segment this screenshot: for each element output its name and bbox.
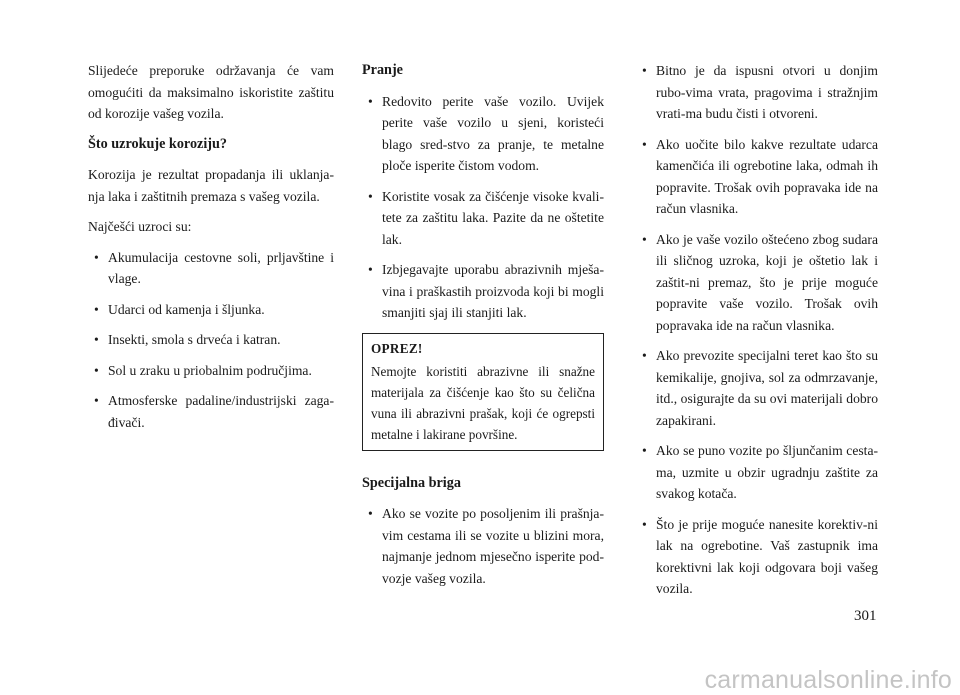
warning-text: Nemojte koristiti abrazivne ili snažne materijala za čišćenje kao što su čelična vuna ili abrazivni prašak, koji će ogrepsti metalne i lakirane površine. [371,363,595,442]
list-item: • Bitno je da ispusni otvori u donjim rubo-vima vrata, pragovima i stražnjim vrati-ma budu čisti i otvoreni. [636,60,878,125]
heading-special-care: Specijalna briga [362,474,461,491]
intro-paragraph: Slijedeće preporuke održavanja će vam omogućiti da maksimalno iskoristite zaštitu od korozije vašeg vozila. [88,63,334,121]
causes-list [88,247,334,434]
list-item: • Što je prije moguće nanesite korektiv-ni lak na ogrebotine. Vaš zastupnik ima korektivni lak koji odgovara boji vašeg vozila. [636,514,878,600]
causes-label: Najčešći uzroci su: [88,219,192,234]
column-right [636,60,878,609]
list-item: • Ako uočite bilo kakve rezultate udarca kamenčića ili ogrebotine laka, odmah ih popravite. Trošak ovih popravaka ide na račun vlasnika. [636,134,878,220]
list-item: • Izbjegavajte uporabu abrazivnih mješa-vina i praškastih proizvoda koji bi mogli smanjiti sjaj ili stanjiti lak. [362,259,604,324]
heading-washing: Pranje [362,62,403,78]
washing-list [362,91,604,324]
care-list [636,60,878,600]
list-item: • Ako se puno vozite po šljunčanim cesta-ma, uzmite u obzir ugradnju zaštite za svakog kotača. [636,440,878,505]
list-item: • Akumulacija cestovne soli, prljavštine i vlage. [88,247,334,290]
list-item: • Redovito perite vaše vozilo. Uvijek perite vaše vozilo u sjeni, koristeći blago sred-stvo za pranje, te metalne ploče isperite čistom vodom. [362,91,604,177]
corrosion-paragraph: Korozija je rezultat propadanja ili uklanja-nja laka i zaštitnih premaza s vašeg vozila. [88,167,334,204]
list-item: • Ako se vozite po posoljenim ili prašnja-vim cestama ili se vozite u blizini mora, najmanje jednom mjesečno isperite pod-vozje vašeg vozila. [362,503,604,589]
heading-corrosion-causes: Što uzrokuje koroziju? [88,135,227,152]
list-item: • Sol u zraku u priobalnim područjima. [88,360,334,382]
list-item: • Atmosferske padaline/industrijski zaga-đivači. [88,390,334,433]
warning-box [362,333,604,451]
list-item: • Udarci od kamenja i šljunka. [88,299,334,321]
special-care-list [362,503,604,589]
list-item: • Koristite vosak za čišćenje visoke kvali-tete za zaštitu laka. Pazite da ne oštetite lak. [362,186,604,251]
page-number: 301 [854,608,877,624]
warning-title: OPREZ! [371,340,423,356]
watermark-text: carmanualsonline.info [704,666,952,694]
list-item: • Insekti, smola s drveća i katran. [88,329,334,351]
list-item: • Ako je vaše vozilo oštećeno zbog sudara ili sličnog uzroka, koji je oštetio lak i zaštit-ni premaz, što je prije moguće popravite vaše vozilo. Trošak ovih popravaka ide na račun vlasnika. [636,229,878,337]
column-middle [362,60,604,598]
column-left [88,60,334,442]
list-item: • Ako prevozite specijalni teret kao što su kemikalije, gnojiva, sol za odmrzavanje, itd., osigurajte da su ovi materijali dobro zapakirani. [636,345,878,431]
